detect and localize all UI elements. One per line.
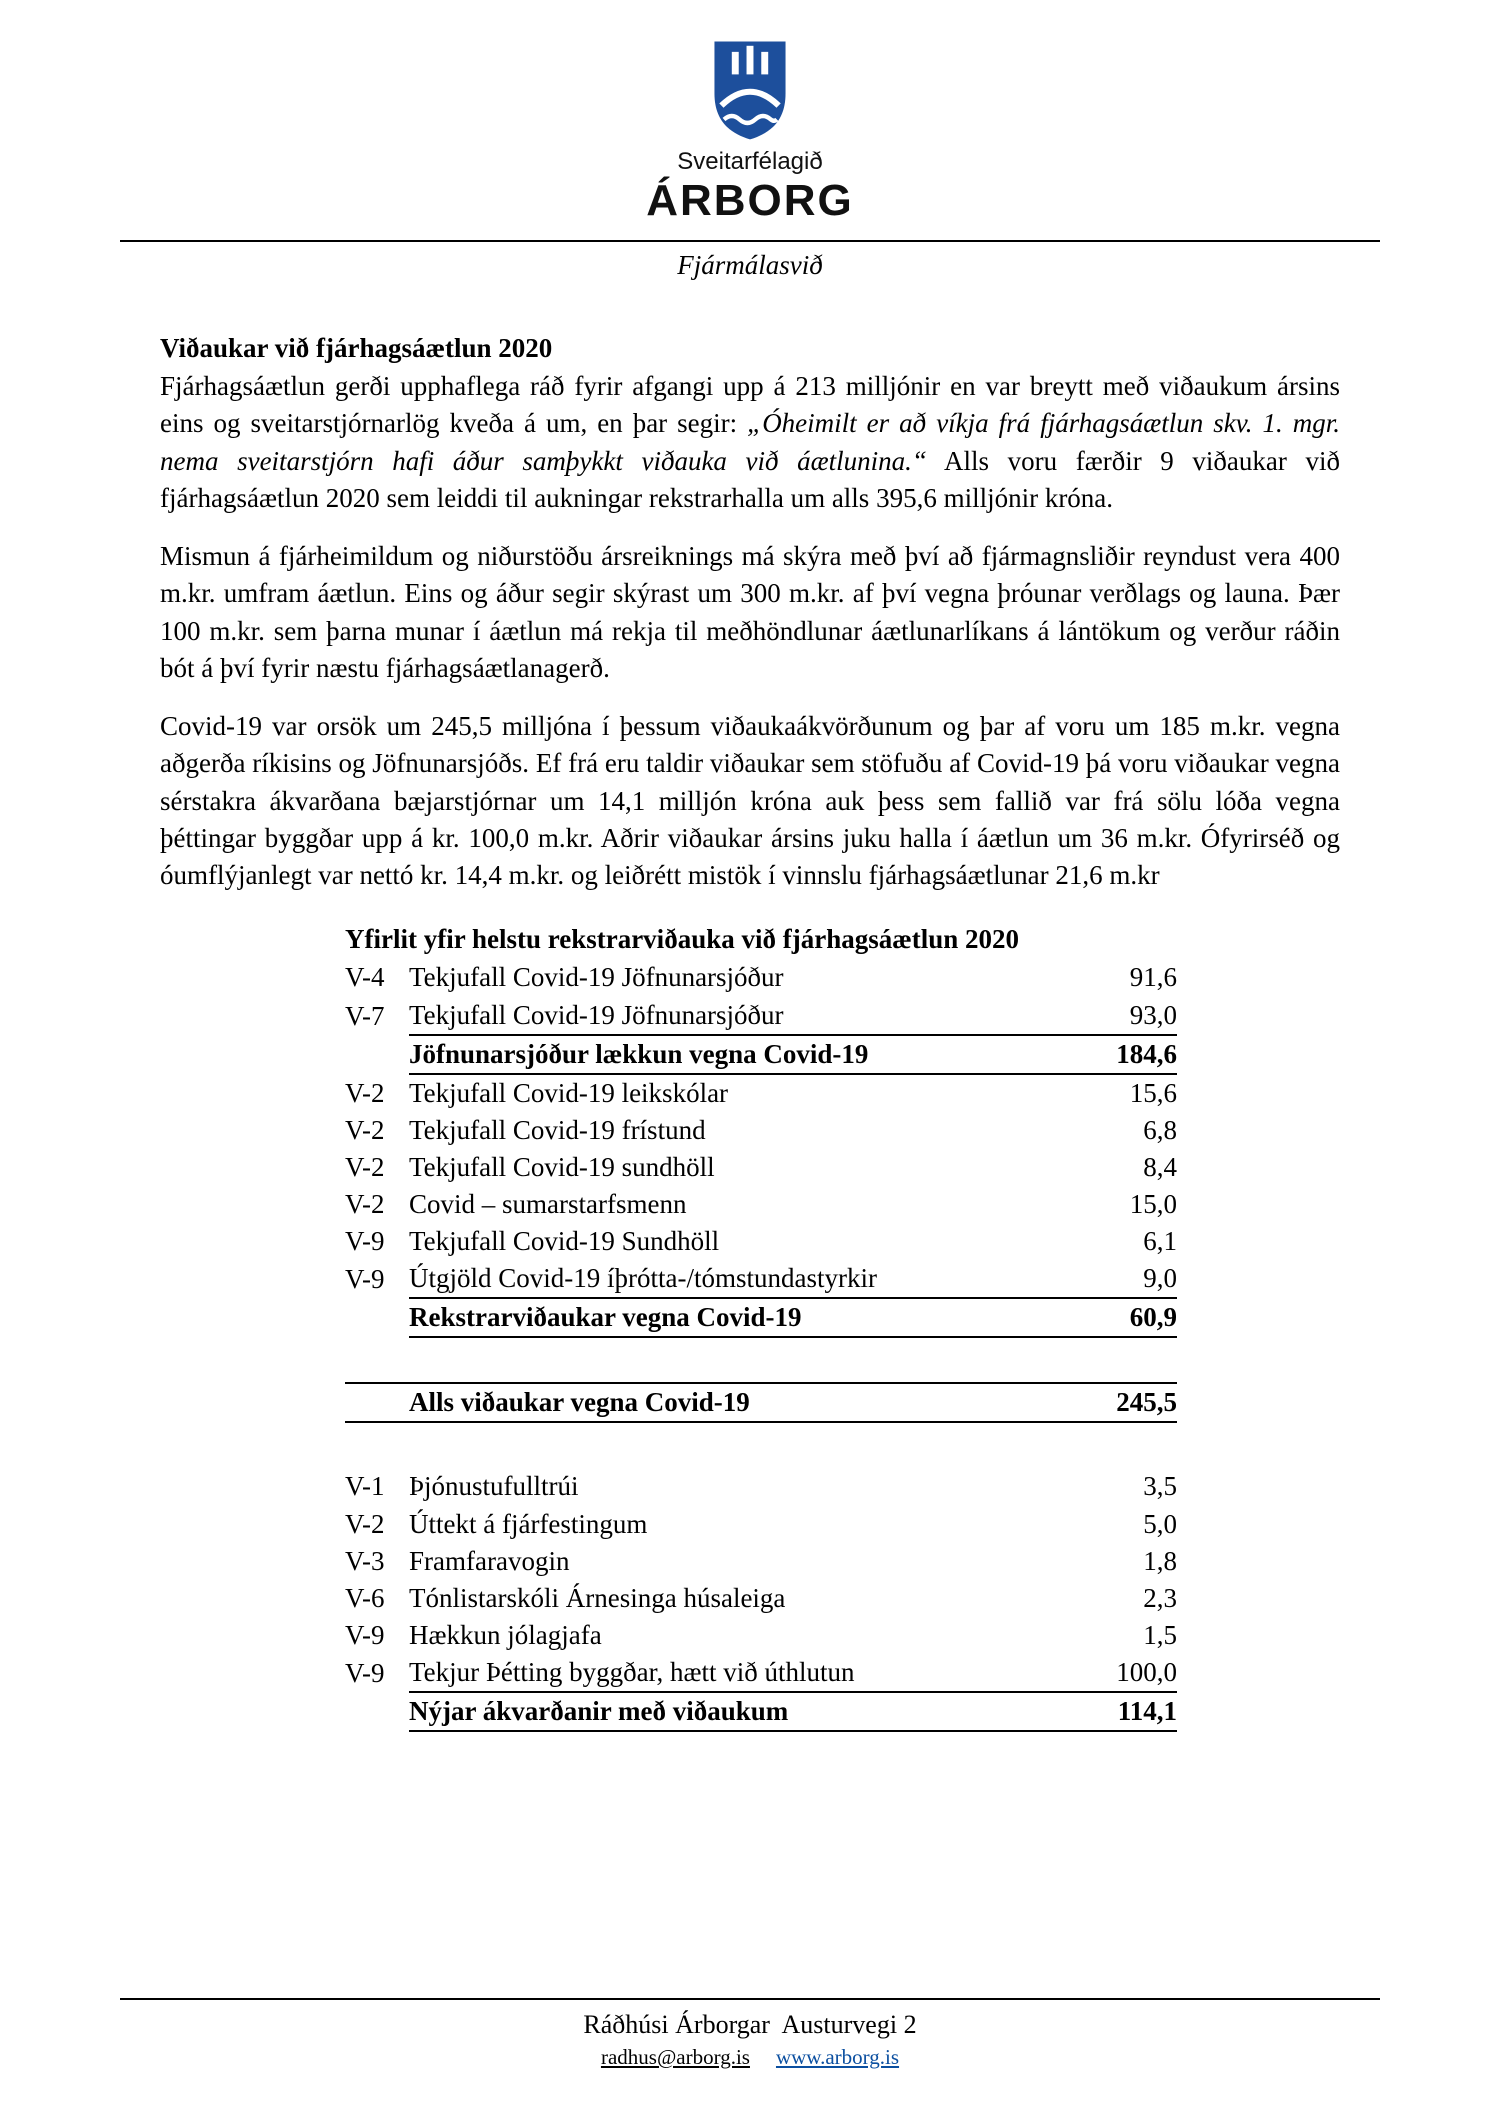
org-name-large: ÁRBORG	[646, 175, 854, 225]
row-label: Tekjufall Covid-19 Jöfnunarsjóður	[409, 962, 784, 993]
table-row	[345, 997, 1177, 1035]
table-row	[345, 1580, 1177, 1617]
row-code: V-2	[345, 1189, 385, 1219]
table-total-row	[345, 1383, 1177, 1422]
footer-divider-line	[120, 1998, 1380, 2000]
table-row	[345, 959, 1177, 996]
footer-links	[120, 2045, 1380, 2070]
row-code: V-6	[345, 1582, 385, 1613]
row-label: Tekjufall Covid-19 leikskólar	[409, 1077, 729, 1108]
footer-website-link[interactable]: www.arborg.is	[775, 2045, 900, 2069]
paragraph-2: Mismun á fjárheimildum og niðurstöðu ársreiknings má skýra með því að fjármagnsliðir reyndust vera 400 m.kr. umfram áætlun. Eins og áður segir skýrast um 300 m.kr. af því vegna þróunar verðlags og launa. Þær 100 m.kr. sem þarna munar í áætlun má rekja til meðhöndlunar áætlunarlíkans á lántökum og verður ráðin bót á því fyrir næstu fjárhagsáætlanagerð.	[160, 541, 1340, 683]
row-value: 1,8	[1143, 1545, 1177, 1576]
row-value: 93,0	[1129, 999, 1177, 1030]
row-value: 5,0	[1143, 1508, 1177, 1539]
table-row	[345, 1112, 1177, 1149]
arborg-coat-of-arms-icon	[711, 38, 789, 142]
row-value: 3,5	[1143, 1471, 1177, 1502]
table-subtotal-row	[345, 1692, 1177, 1731]
row-label: Þjónustufulltrúi	[409, 1471, 579, 1502]
row-label: Nýjar ákvarðanir með viðaukum	[409, 1692, 1077, 1731]
row-code: V-9	[345, 1619, 385, 1650]
row-label: Tekjufall Covid-19 Jöfnunarsjóður	[409, 999, 784, 1030]
row-label: Hækkun jólagjafa	[409, 1619, 602, 1650]
row-code: V-1	[345, 1471, 385, 1502]
table-subtotal-row	[345, 1298, 1177, 1337]
row-label: Tónlistarskóli Árnesinga húsaleiga	[409, 1582, 786, 1613]
row-code	[345, 1035, 409, 1074]
footer-address: Ráðhúsi Árborgar Austurvegi 2	[583, 2010, 917, 2039]
row-value: 60,9	[1077, 1298, 1177, 1337]
table-row	[345, 1506, 1177, 1543]
table-row	[345, 1186, 1177, 1223]
paragraph-3: Covid-19 var orsök um 245,5 milljóna í þessum viðaukaákvörðunum og þar af voru um 185 m.kr. vegna aðgerða ríkisins og Jöfnunarsjóðs. Ef frá eru taldir viðaukar sem stöfuðu af Covid-19 þá voru viðaukar vegna sérstakra ákvarðana bæjarstjórnar um 14,1 milljón króna auk þess sem fallið var frá sölu lóða vegna þéttingar byggðar upp á kr. 100,0 m.kr. Aðrir viðaukar ársins juku halla í áætlun um 36 m.kr. Ófyrirséð og óumflýjanlegt var nettó kr. 14,4 m.kr. og leiðrétt mistök í vinnslu fjárhagsáætlunar 21,6 m.kr	[160, 711, 1340, 891]
table-row	[345, 1468, 1177, 1505]
table-spacer-row	[345, 1337, 1177, 1383]
row-value: 100,0	[1116, 1656, 1177, 1687]
table-subtotal-row	[345, 1035, 1177, 1074]
table-row	[345, 1543, 1177, 1580]
department-name: Fjármálasvið	[677, 250, 823, 281]
row-value: 9,0	[1143, 1263, 1177, 1294]
row-label: Alls viðaukar vegna Covid-19	[409, 1383, 1077, 1422]
row-label: Jöfnunarsjóður lækkun vegna Covid-19	[409, 1035, 1077, 1074]
paragraph-1-after-quote: Alls voru færðir 9 viðaukar við fjárhagsáætlun 2020 sem leiddi til aukningar rekstrarhalla um alls 395,6 milljónir króna.	[160, 445, 1340, 513]
row-code: V-9	[345, 1226, 385, 1257]
footer-email-link[interactable]: radhus@arborg.is	[600, 2045, 750, 2069]
row-value: 1,5	[1143, 1619, 1177, 1650]
table-row	[345, 1149, 1177, 1186]
row-code: V-9	[345, 1264, 385, 1295]
table-row	[345, 1654, 1177, 1692]
row-code: V-2	[345, 1114, 385, 1145]
paragraph-1-quote: „Óheimilt er að víkja frá fjárhagsáætlun skv. 1. mgr. nema sveitarstjórn hafi áður samþykkt viðauka við áætlunina.“	[160, 408, 1340, 476]
row-code: V-9	[345, 1657, 385, 1688]
row-value: 245,5	[1077, 1383, 1177, 1422]
row-code: V-2	[345, 1151, 385, 1182]
row-label: Tekjufall Covid-19 frístund	[409, 1114, 706, 1145]
paragraph-1	[160, 368, 1340, 517]
document-body	[160, 333, 1340, 1732]
table-row	[345, 1617, 1177, 1654]
row-code: V-4	[345, 962, 385, 993]
row-value: 6,1	[1143, 1226, 1177, 1257]
row-value: 8,4	[1143, 1151, 1177, 1182]
amendments-table-section	[345, 924, 1177, 1732]
row-code: V-2	[345, 1508, 385, 1539]
table-row	[345, 1260, 1177, 1298]
row-value: 184,6	[1077, 1035, 1177, 1074]
row-label: Rekstrarviðaukar vegna Covid-19	[409, 1298, 1077, 1337]
row-code: V-2	[345, 1077, 385, 1108]
row-label: Framfaravogin	[409, 1545, 570, 1576]
row-code	[345, 1383, 409, 1422]
row-value: 91,6	[1129, 962, 1177, 993]
row-label: Tekjufall Covid-19 Sundhöll	[409, 1226, 720, 1257]
table-spacer-row	[345, 1422, 1177, 1468]
table-title: Yfirlit yfir helstu rekstrarviðauka við fjárhagsáætlun 2020	[345, 924, 1019, 955]
table-row	[345, 1223, 1177, 1260]
table-row	[345, 1074, 1177, 1112]
row-value: 15,0	[1129, 1189, 1177, 1219]
row-value: 2,3	[1143, 1582, 1177, 1613]
row-label: Covid – sumarstarfsmenn	[409, 1189, 687, 1219]
amendments-table	[345, 959, 1177, 1732]
row-value: 114,1	[1077, 1692, 1177, 1731]
row-code: V-7	[345, 1000, 385, 1031]
row-code: V-3	[345, 1545, 385, 1576]
header-divider-line	[120, 240, 1380, 242]
row-label: Útgjöld Covid-19 íþrótta-/tómstundastyrkir	[409, 1263, 877, 1294]
document-header	[120, 38, 1380, 281]
row-label: Úttekt á fjárfestingum	[409, 1508, 648, 1539]
org-name-small: Sveitarfélagið	[677, 148, 823, 175]
paragraph-1-before-quote: Fjárhagsáætlun gerði upphaflega ráð fyrir afgangi upp á 213 milljónir en var breytt með viðaukum ársins eins og sveitarstjórnarlög kveða á um, en þar segir:	[160, 371, 1340, 439]
page-title: Viðaukar við fjárhagsáætlun 2020	[160, 333, 553, 364]
document-footer	[120, 1998, 1380, 2070]
row-code	[345, 1298, 409, 1337]
row-value: 6,8	[1143, 1114, 1177, 1145]
row-value: 15,6	[1129, 1077, 1177, 1108]
row-label: Tekjur Þétting byggðar, hætt við úthlutun	[409, 1656, 855, 1687]
row-code	[345, 1692, 409, 1731]
row-label: Tekjufall Covid-19 sundhöll	[409, 1151, 715, 1182]
